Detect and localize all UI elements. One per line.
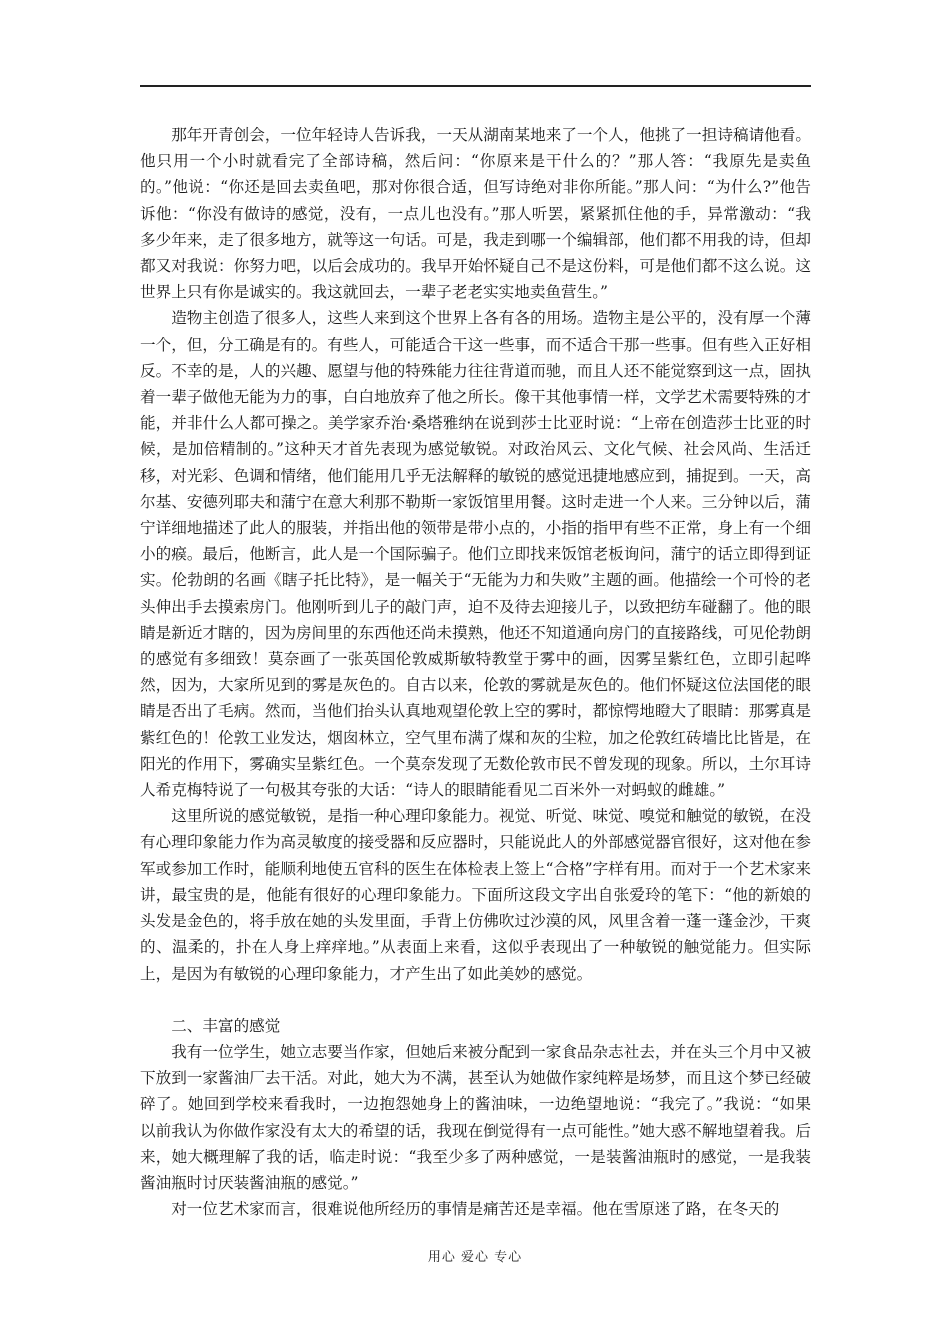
paragraph: 对一位艺术家而言，很难说他所经历的事情是痛苦还是幸福。他在雪原迷了路，在冬天的: [171, 1200, 780, 1219]
paragraph: 造物主创造了很多人，这些人来到这个世界上各有各的用场。造物主是公平的，没有厚一个薄一个，但，分工确是有的。有些人，可能适合干这一些事，而不适合干那一些事。但有些入正好相反。不幸的是，人的兴趣、愿望与他的特殊能力往往背道而驰，而且人还不能觉察到这一点，固执着一辈子做他无能为力的事，白白地放弃了他之所长。像干其他事情一样，文学艺术需要特殊的才能，并非什么人都可操之。美学家乔治·桑塔雅纳在说到莎士比亚时说：“上帝在创造莎士比亚的时候，是加倍精制的。”这种天才首先表现为感觉敏锐。对政治风云、文化气候、社会风尚、生活迁移，对光彩、色调和情绪，他们能用几乎无法解释的敏锐的感觉迅捷地感应到，捕捉到。一天，高尔基、安德列耶夫和蒲宁在意大利那不勒斯一家饭馆里用餐。这时走进一个人来。三分钟以后，蒲宁详细地描述了此人的服装，并指出他的领带是带小点的，小指的指甲有些不正常，身上有一个细小的瘊。最后，他断言，此人是一个国际骗子。他们立即找来饭馆老板询问，蒲宁的话立即得到证实。伦勃朗的名画《瞎子托比特》，是一幅关于“无能为力和失败”主题的画。他描绘一个可怜的老头伸出手去摸索房门。他刚听到儿子的敲门声，迫不及待去迎接儿子，以致把纺车碰翻了。他的眼睛是新近才瞎的，因为房间里的东西他还尚未摸熟，他还不知道通向房门的直接路线，可见伦勃朗的感觉有多细致！莫奈画了一张英国伦敦威斯敏特教堂于雾中的画，因雾呈紫红色，立即引起哗然，因为，大家所见到的雾是灰色的。自古以来，伦敦的雾就是灰色的。他们怀疑这位法国佬的眼睛是否出了毛病。然而，当他们抬头认真地观望伦敦上空的雾时，都惊愕地瞪大了眼睛：那雾真是紫红色的！伦敦工业发达，烟囱林立，空气里布满了煤和灰的尘粒，加之伦敦红砖墙比比皆是，在阳光的作用下，雾确实呈紫红色。一个莫奈发现了无数伦敦市民不曾发现的现象。所以，土尔耳诗人希克梅特说了一句极其夸张的大话：“诗人的眼睛能看见二百米外一对蚂蚁的雌雄。”: [140, 309, 811, 800]
page-footer: 用心 爱心 专心: [427, 1250, 523, 1265]
document-body: [140, 122, 811, 1222]
paragraph: 我有一位学生，她立志要当作家，但她后来被分配到一家食品杂志社去，并在头三个月中又被下放到一家酱油厂去干活。对此，她大为不满，甚至认为她做作家纯粹是场梦，而且这个梦已经破碎了。她回到学校来看我时，一边抱怨她身上的酱油味，一边绝望地说：“我完了。”我说：“如果以前我认为你做作家没有太大的希望的话，我现在倒觉得有一点可能性。”她大惑不解地望着我。后来，她大概理解了我的话，临走时说：“我至少多了两种感觉，一是装酱油瓶时的感觉，一是我装酱油瓶时讨厌装酱油瓶的感觉。”: [140, 1042, 811, 1192]
paragraph: 这里所说的感觉敏锐，是指一种心理印象能力。视觉、听觉、味觉、嗅觉和触觉的敏锐，在没有心理印象能力作为高灵敏度的接受器和反应器时，只能说此人的外部感觉器官很好，这对他在参军或参加工作时，能顺利地使五官科的医生在体检表上签上“合格”字样有用。而对于一个艺术家来讲，最宝贵的是，他能有很好的心理印象能力。下面所这段文字出自张爱玲的笔下：“他的新娘的头发是金色的，将手放在她的头发里面，手背上仿佛吹过沙漠的风，风里含着一蓬一蓬金沙，干爽的、温柔的，扑在人身上痒痒地。”从表面上来看，这似乎表现出了一种敏锐的触觉能力。但实际上，是因为有敏锐的心理印象能力，才产生出了如此美妙的感觉。: [140, 807, 811, 983]
paragraph: 那年开青创会，一位年轻诗人告诉我，一天从湖南某地来了一个人，他挑了一担诗稿请他看。他只用一个小时就看完了全部诗稿，然后问：“你原来是干什么的？”那人答：“我原先是卖鱼的。”他说：“你还是回去卖鱼吧，那对你很合适，但写诗绝对非你所能。”那人问：“为什么?”他告诉他：“你没有做诗的感觉，没有，一点儿也没有。”那人听罢，紧紧抓住他的手，异常激动：“我多少年来，走了很多地方，就等这一句话。可是，我走到哪一个编辑部，他们都不用我的诗，但却都又对我说：你努力吧，以后会成功的。我早开始怀疑自己不是这份料，可是他们都不这么说。这世界上只有你是诚实的。我这就回去，一辈子老老实实地卖鱼营生。”: [140, 126, 811, 302]
header-rule: [140, 85, 811, 87]
section-heading: 二、丰富的感觉: [171, 1016, 281, 1035]
